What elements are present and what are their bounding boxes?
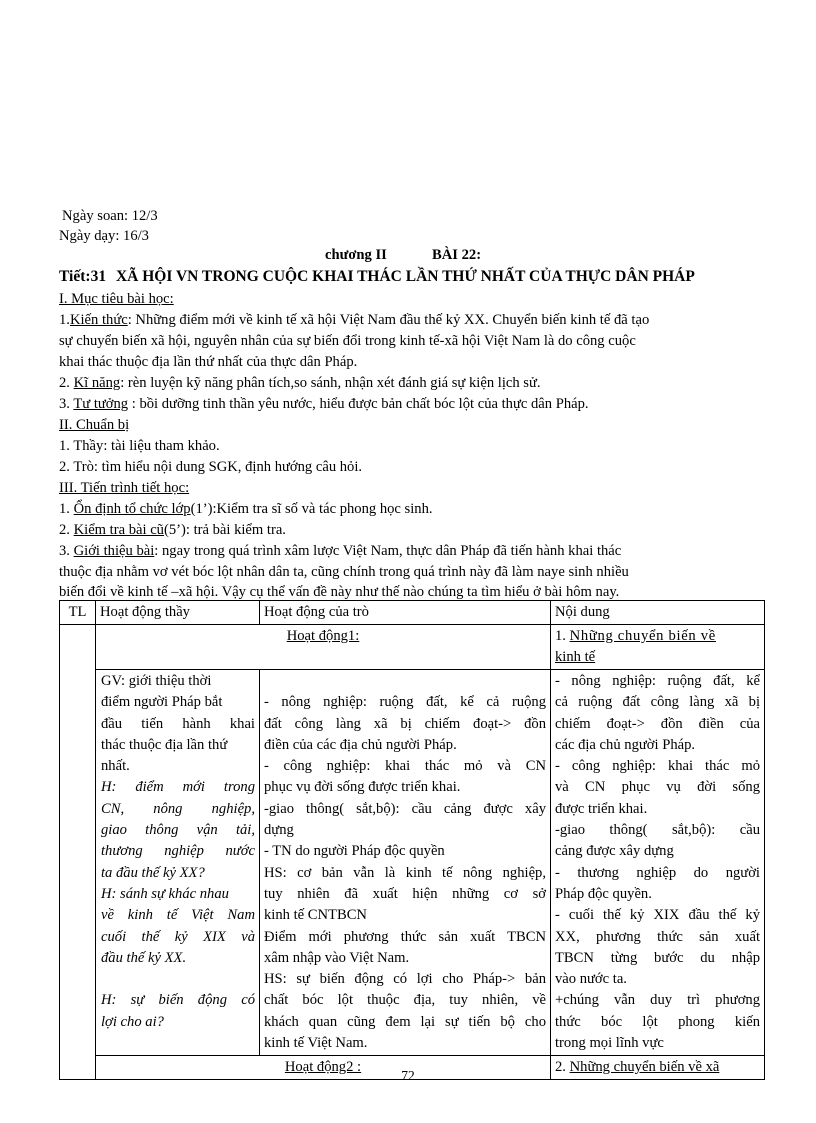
header-student: Hoạt động của trò	[260, 601, 551, 625]
teaching-date: Ngày dạy: 16/3	[59, 228, 149, 244]
content-line: XX, phương thức sản xuất	[555, 928, 760, 945]
student-line: tuy nhiên đã xuất hiện những cơ sở	[264, 885, 546, 902]
teacher-question: H: sự biến động có	[101, 992, 255, 1009]
teacher-activity-cell	[96, 670, 260, 1056]
process-step-3-line-1: 3. Giới thiệu bài: ngay trong quá trình xâm lược Việt Nam, thực dân Pháp đã tiến hành khai thác	[59, 543, 622, 559]
period-number: Tiết:31	[59, 268, 107, 285]
student-line: - TN do người Pháp độc quyền	[264, 843, 445, 860]
preparation-date: Ngày soan: 12/3	[62, 208, 158, 224]
student-line: dựng	[264, 822, 294, 839]
student-line: - công nghiệp: khai thác mỏ và CN	[264, 758, 546, 775]
teacher-question: ta đầu thế kỷ XX?	[101, 864, 205, 881]
teacher-question: đầu thế kỷ XX.	[101, 949, 187, 966]
teacher-prep: 1. Thầy: tài liệu tham khảo.	[59, 438, 220, 454]
teacher-question: thương nghiệp nước	[101, 843, 255, 860]
content-line: thức bóc lột phong kiến	[555, 1013, 760, 1030]
student-line	[264, 671, 546, 692]
content-line: vào nước ta.	[555, 971, 627, 988]
content-line: -giao thông( sắt,bộ): cầu	[555, 822, 760, 839]
content-line: cảng được xây dựng	[555, 843, 674, 860]
header-teacher: Hoạt động thầy	[96, 601, 260, 625]
content-line: Pháp độc quyền.	[555, 885, 652, 902]
objectives-heading: I. Mục tiêu bài học:	[59, 291, 174, 307]
content-cell	[551, 670, 765, 1056]
header-content: Nội dung	[551, 601, 765, 625]
teacher-question: giao thông vận tải,	[101, 822, 255, 839]
process-step-2: 2. Kiểm tra bài cũ(5’): trả bài kiểm tra.	[59, 522, 286, 538]
activity-1-row	[60, 625, 765, 670]
process-step-1: 1. Ổn định tổ chức lớp(1’):Kiểm tra sĩ số và tác phong học sinh.	[59, 501, 433, 517]
content-line: - thương nghiệp do người	[555, 864, 760, 881]
attitude-line: 3. Tư tưởng : bồi dưỡng tinh thần yêu nước, hiểu được bản chất bóc lột của thực dân Pháp.	[59, 396, 589, 412]
content-line: cả ruộng đất công làng xã bị	[555, 694, 760, 711]
skills-line: 2. Kĩ năng: rèn luyện kỹ năng phân tích,so sánh, nhận xét đánh giá sự kiện lịch sử.	[59, 375, 541, 391]
activity-1-label: Hoạt động1:	[96, 625, 551, 670]
content-line: - nông nghiệp: ruộng đất, kể	[555, 673, 760, 689]
content-line: trong mọi lĩnh vực	[555, 1035, 664, 1052]
header-tl: TL	[60, 601, 96, 625]
student-prep: 2. Trò: tìm hiểu nội dung SGK, định hướng câu hỏi.	[59, 459, 363, 475]
tl-cell	[60, 625, 96, 1080]
content-line: chiếm đoạt-> đồn điền của	[555, 715, 760, 732]
student-activity-cell	[260, 670, 551, 1056]
content-line: - cuối thế kỷ XIX đầu thế kỷ	[555, 907, 760, 924]
content-2-title: 2. Những chuyển biến về xã	[551, 1056, 765, 1080]
lesson-title	[59, 268, 695, 286]
teacher-line: điểm người Pháp bắt	[101, 694, 223, 711]
teacher-line: đầu tiến hành khai	[101, 715, 255, 732]
knowledge-line-1: 1.Kiến thức: Những điểm mới về kinh tế xã hội Việt Nam đầu thế kỷ XX. Chuyển biến kinh tế đã tạo	[59, 312, 650, 328]
lesson-label: BÀI 22:	[432, 247, 482, 263]
teacher-question	[101, 969, 255, 990]
student-line: HS: cơ bản vẫn là kinh tế nông nghiệp,	[264, 864, 546, 881]
teacher-question: cuối thế kỷ XIX và	[101, 928, 255, 945]
teacher-question: CN, nông nghiệp,	[101, 800, 255, 817]
content-line: được triển khai.	[555, 800, 648, 817]
knowledge-line-3: khai thác thuộc địa lần thứ nhất của thực dân Pháp.	[59, 354, 358, 370]
content-line: - công nghiệp: khai thác mỏ	[555, 758, 760, 775]
student-line: điền của các địa chủ người Pháp.	[264, 736, 457, 753]
chapter-label: chương II	[325, 247, 387, 263]
teacher-line: GV: giới thiệu thời	[101, 673, 212, 689]
student-line: kinh tế CNTBCN	[264, 907, 367, 924]
teacher-question: về kinh tế Việt Nam	[101, 907, 255, 924]
process-step-3-line-3: biến đổi về kinh tế –xã hội. Vậy cụ thể vấn đề này như thế nào chúng ta tìm hiểu ở bài hôm nay.	[59, 584, 620, 600]
table-header-row	[60, 601, 765, 625]
student-line: -giao thông( sắt,bộ): cầu cảng được xây	[264, 800, 546, 817]
title-text: XÃ HỘI VN TRONG CUỘC KHAI THÁC LẦN THỨ NHẤT CỦA THỰC DÂN PHÁP	[115, 268, 695, 285]
activity-2-label: Hoạt động2 :	[96, 1056, 551, 1080]
content-line: và CN phục vụ đời sống	[555, 779, 760, 796]
student-line: Điểm mới phương thức sản xuất TBCN	[264, 928, 546, 945]
student-line: chất bóc lột thuộc địa, tuy nhiên, về	[264, 992, 546, 1009]
knowledge-line-2: sự chuyển biến xã hội, nguyên nhân của sự biến đổi trong kinh tế-xã hội Việt Nam là do công cuộc	[59, 333, 636, 349]
process-heading: III. Tiến trình tiết học:	[59, 480, 190, 496]
lesson-activity-table	[59, 600, 765, 1080]
student-line: đất công làng xã bị chiếm đoạt-> đồn	[264, 715, 546, 732]
content-line: +chúng vẫn duy trì phương	[555, 992, 760, 1009]
process-step-3-line-2: thuộc địa nhằm vơ vét bóc lột nhân dân ta, cũng chính trong quá trình này đã làm naye sinh nhiều	[59, 564, 629, 580]
teacher-question: lợi cho ai?	[101, 1013, 164, 1030]
student-line: xâm nhập vào Việt Nam.	[264, 949, 410, 966]
student-line: - nông nghiệp: ruộng đất, kể cả ruộng	[264, 694, 546, 711]
student-line: phục vụ đời sống được triển khai.	[264, 779, 461, 796]
preparation-heading: II. Chuẩn bị	[59, 417, 130, 433]
content-line: TBCN từng bước du nhập	[555, 949, 760, 966]
teacher-question: H: sánh sự khác nhau	[101, 885, 229, 902]
content-1-title: 1. Những chuyển biến về kinh tế	[551, 625, 765, 670]
page-number: 72	[401, 1068, 415, 1083]
teacher-question: H: điểm mới trong	[101, 779, 255, 796]
activity-1-body-row	[60, 670, 765, 1056]
teacher-line: thác thuộc địa lần thứ	[101, 736, 228, 753]
student-line: HS: sự biến động có lợi cho Pháp-> bản	[264, 971, 546, 988]
student-line: khách quan cũng đem lại sự tiến bộ cho	[264, 1013, 546, 1030]
teacher-line: nhất.	[101, 758, 130, 775]
content-line: các địa chủ người Pháp.	[555, 736, 696, 753]
student-line: kinh tế Việt Nam.	[264, 1035, 368, 1052]
